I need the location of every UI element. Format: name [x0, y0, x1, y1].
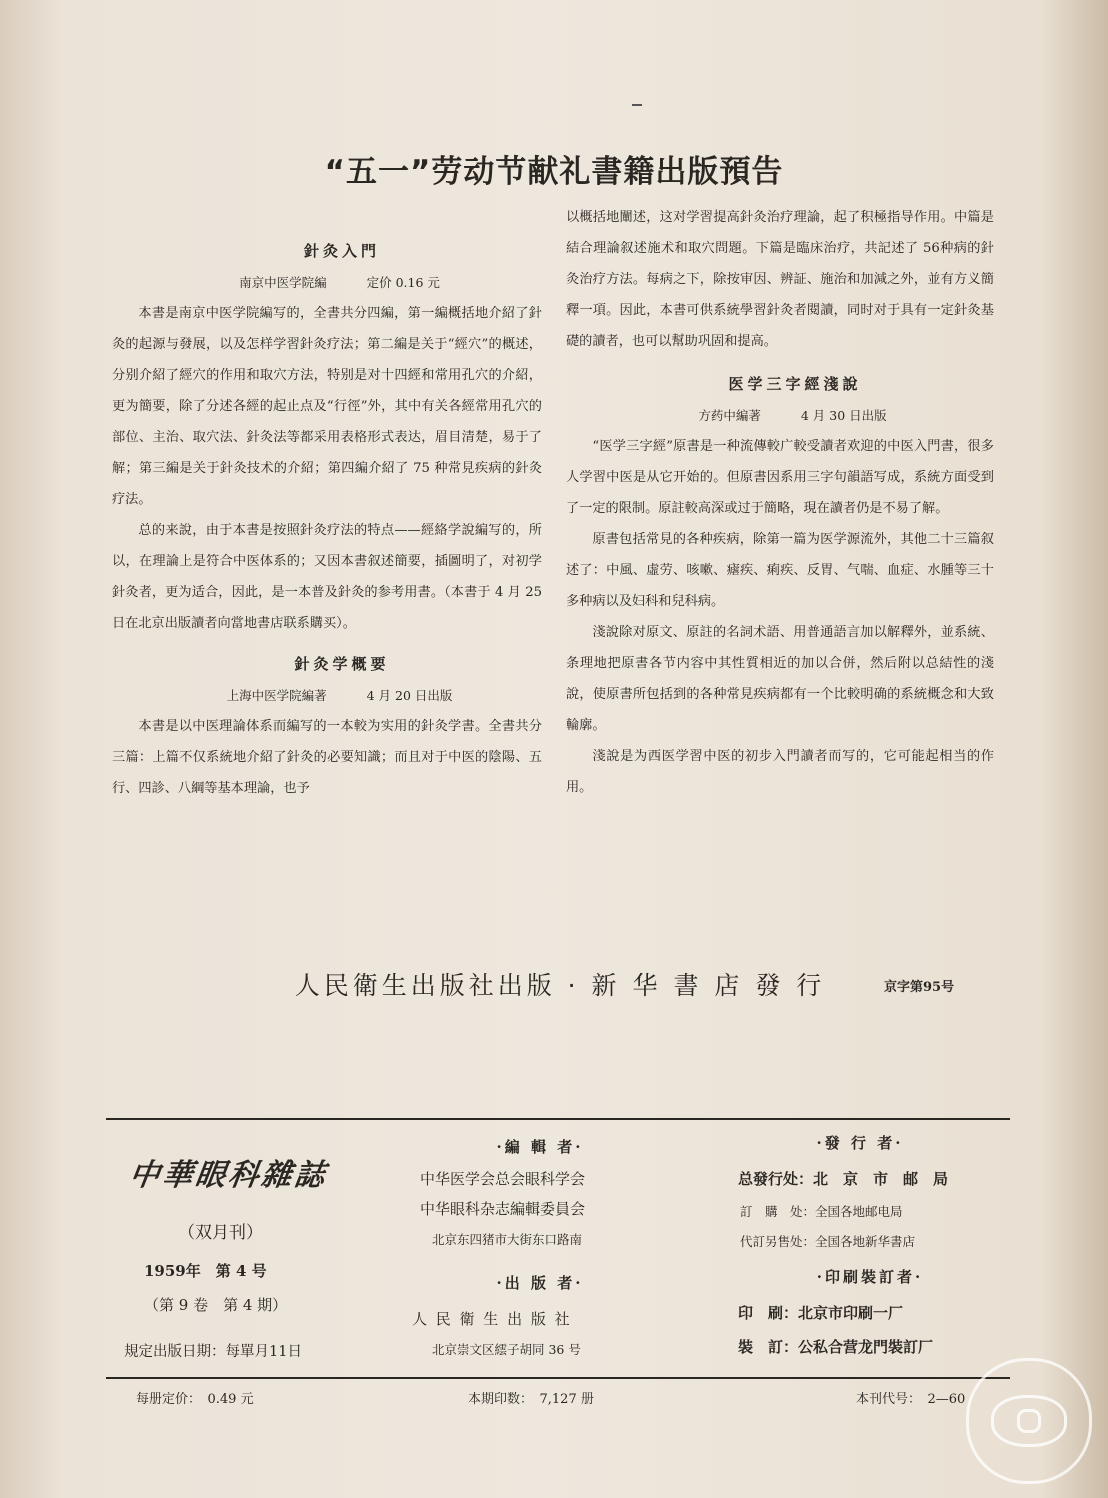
publisher-line: 人民衛生出版社出版 · 新 华 書 店 發 行 [294, 971, 826, 1000]
distributor-line-1: 总發行处：北 京 市 邮 局 [738, 1170, 949, 1188]
editor-line-1: 中华医学会总会眼科学会 [420, 1170, 586, 1188]
book1-paragraph-1: 本書是南京中医学院編写的，全書共分四編，第一編概括地介紹了針灸的起源与發展，以及怎样学習針灸疗法；第二編是关于“經穴”的概述，分别介紹了經穴的作用和取穴方法，特别是对十四經和常用孔穴的介紹，更为簡要，除了分述各經的起止点及“行徑”外，其中有关各經常用孔穴的部位、主治、取穴法、針灸法等都采用表格形式表达，眉目清楚，易于了解；第三編是关于針灸技术的介紹；第四編介紹了 75 种常見疾病的針灸疗法。 [112, 306, 542, 507]
book2-date: 4 月 20 日出版 [366, 688, 453, 703]
book3-author: 方药中編著 [698, 408, 761, 423]
masthead-bottom-rule [106, 1377, 1010, 1379]
masthead-top-rule [106, 1118, 1010, 1120]
footer-price: 每册定价： 0.49 元 [136, 1392, 254, 1407]
book1-price: 定价 0.16 元 [366, 275, 440, 290]
footer-print-run: 本期印数： 7,127 册 [468, 1392, 594, 1407]
book1-meta [112, 267, 542, 298]
distributor-line-2: 訂 購 处：全国各地邮电局 [740, 1204, 903, 1219]
book3-paragraph-3: 淺說除对原文、原註的名詞术語、用普通語言加以解釋外，並系統、条理地把原書各节内容中其性質相近的加以合併，然后附以总結性的淺說，使原書所包括到的各种常見疾病都有一个比較明确的系統概念和大致輪廓。 [566, 625, 994, 733]
left-column [112, 236, 542, 804]
printer-line-2: 裝 訂：公私合营龙門裝訂厂 [738, 1338, 934, 1356]
book2-author: 上海中医学院編著 [226, 688, 327, 703]
top-dash-mark [632, 104, 642, 106]
distributor-heading: ·發 行 者· [816, 1134, 904, 1152]
editor-line-2: 中华眼科杂志編輯委員会 [420, 1200, 586, 1218]
editor-address: 北京东四猪市大街东口路南 [432, 1232, 583, 1247]
book3-date: 4 月 30 日出版 [800, 408, 887, 423]
book2-paragraph-right: 以概括地闡述，这对学習提高針灸治疗理論，起了积極指导作用。中篇是結合理論叙述施术和取穴問題。下篇是臨床治疗，共記述了 56种病的針灸治疗方法。每病之下，除按审因、辨証、施治和加減之外，並有方义簡釋一項。因此，本書可供系統學習針灸者閱讀，同时对于具有一定針灸基礎的讀者，也可以幫助巩固和提高。 [566, 210, 994, 349]
footer-code: 本刊代号： 2—60 [856, 1392, 966, 1407]
journal-volume: （第 9 卷 第 4 期） [144, 1296, 288, 1314]
book3-paragraph-2: 原書包括常見的各种疾病，除第一篇为医学源流外，其他二十三篇叙述了：中風、虛劳、咳嗽、瘧疾、痢疾、反胃、气喘、血症、水腫等三十多种病以及妇科和兒科病。 [566, 532, 994, 609]
book3-title: 医学三字經淺說 [728, 375, 862, 393]
book1-title: 針灸入門 [303, 242, 380, 260]
page-title: “五一”劳动节献礼書籍出版預告 [324, 154, 784, 190]
printer-line-1: 印 刷：北京市印刷一厂 [738, 1304, 904, 1322]
publisher-code: 京字第95号 [884, 980, 955, 995]
press-name: 人 民 衛 生 出 版 社 [412, 1310, 572, 1328]
editor-heading: ·編 輯 者· [496, 1138, 584, 1156]
book1-author: 南京中医学院編 [239, 275, 327, 290]
book2-title: 針灸学概要 [294, 655, 390, 673]
book3-paragraph-1: “医学三字經”原書是一种流傳較广較受讀者欢迎的中医入門書，很多人学習中医是从它开始的。但原書因系用三字句韻語写成，系統方面受到了一定的限制。原註較高深或过于簡略，現在讀者仍是不易了解。 [566, 439, 994, 516]
distributor-line-3: 代訂另售处：全国各地新华書店 [740, 1234, 916, 1249]
pupil-icon [1017, 1409, 1041, 1433]
book2-meta [112, 680, 542, 711]
book3-paragraph-4: 淺說是为西医学習中医的初步入門讀者而写的，它可能起相当的作用。 [566, 749, 994, 795]
journal-issue: 1959年 第 4 号 [144, 1262, 267, 1280]
journal-pub-date: 規定出版日期：每單月11日 [124, 1344, 302, 1360]
journal-frequency: （双月刊） [178, 1223, 263, 1243]
right-column [566, 202, 994, 803]
press-address: 北京崇文区繧子胡同 36 号 [432, 1342, 581, 1357]
press-heading: ·出 版 者· [496, 1274, 584, 1292]
journal-title: 中華眼科雜誌 [127, 1158, 330, 1193]
book2-paragraph-left: 本書是以中医理論体系而編写的一本較为实用的針灸学書。全書共分三篇：上篇不仅系統地介紹了針灸的必要知識；而且对于中医的陰陽、五行、四診、八綱等基本理論，也予 [112, 719, 542, 796]
book3-meta [566, 400, 994, 431]
printer-heading: ·印刷裝訂者· [816, 1268, 924, 1286]
eye-icon [991, 1395, 1067, 1447]
book1-paragraph-2: 总的来說，由于本書是按照針灸疗法的特点——經絡学說編写的，所以，在理論上是符合中医体系的；又因本書叙述簡要，插圖明了，对初学針灸者，更为适合，因此，是一本普及針灸的参考用書。（本書于 4 月 25 日在北京出版讀者向當地書店联系購买）。 [112, 523, 542, 631]
museum-watermark-logo [966, 1358, 1092, 1484]
